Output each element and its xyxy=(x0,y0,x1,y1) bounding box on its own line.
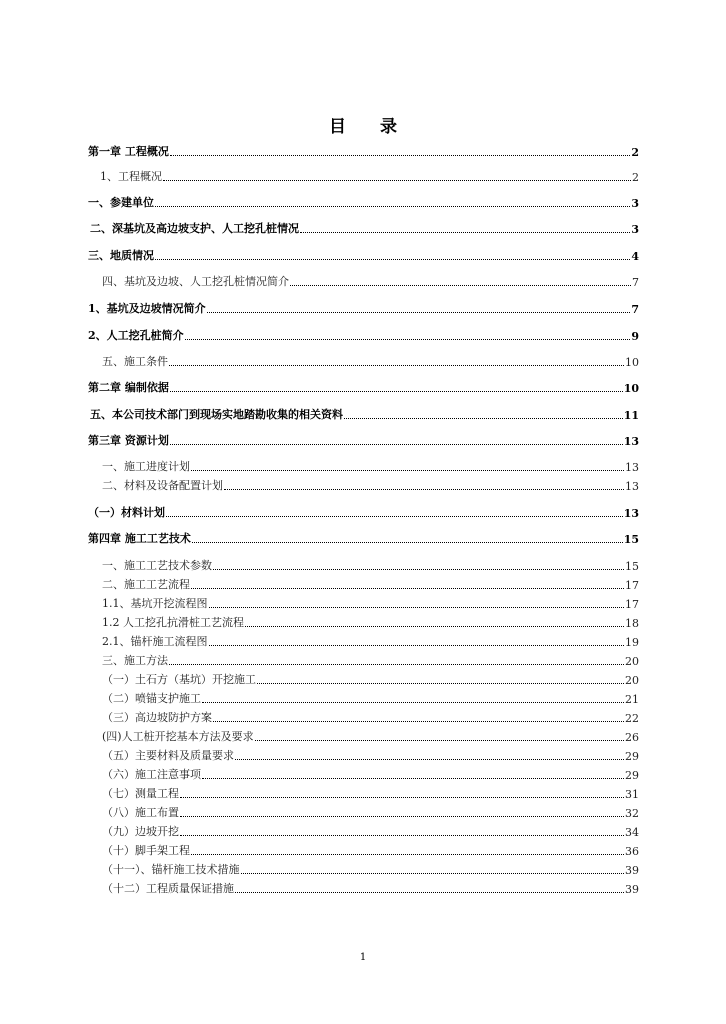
toc-entry-page: 7 xyxy=(632,276,639,289)
toc-entry-label: 三、施工方法 xyxy=(102,654,168,667)
toc-entry-page: 4 xyxy=(631,250,639,263)
toc-entry-label: （六）施工注意事项 xyxy=(102,768,201,781)
dot-leader xyxy=(300,232,630,233)
toc-entry[interactable] xyxy=(0,245,726,263)
dot-leader xyxy=(235,759,624,760)
dot-leader xyxy=(245,626,624,627)
toc-entry-label: 1、工程概况 xyxy=(100,170,162,183)
toc-entry[interactable] xyxy=(0,502,726,520)
dot-leader xyxy=(170,444,623,445)
dot-leader xyxy=(224,489,624,490)
toc-entry-page: 22 xyxy=(625,712,639,725)
toc-entry[interactable] xyxy=(0,707,726,725)
toc-entry-label: 1、基坑及边坡情况简介 xyxy=(88,302,206,315)
toc-entry-page: 29 xyxy=(625,769,639,782)
dot-leader xyxy=(255,740,624,741)
toc-entry-label: 1.2 人工挖孔抗滑桩工艺流程 xyxy=(102,616,244,629)
toc-entry-label: 二、深基坑及高边坡支护、人工挖孔桩情况 xyxy=(90,222,299,235)
toc-entry[interactable] xyxy=(0,377,726,395)
toc-entry[interactable] xyxy=(0,430,726,448)
dot-leader xyxy=(213,721,624,722)
toc-entry-page: 39 xyxy=(625,883,639,896)
toc-entry-page: 34 xyxy=(625,826,639,839)
toc-entry-page: 15 xyxy=(625,560,639,573)
toc-entry-page: 3 xyxy=(631,223,639,236)
toc-entry-label: 2、人工挖孔桩简介 xyxy=(88,329,184,342)
toc-entry[interactable] xyxy=(0,404,726,422)
dot-leader xyxy=(290,285,631,286)
toc-entry-page: 11 xyxy=(623,409,639,422)
toc-entry-label: （一）土石方（基坑）开挖施工 xyxy=(102,673,256,686)
toc-entry-label: （十一）、锚杆施工技术措施 xyxy=(102,863,240,876)
toc-entry[interactable] xyxy=(0,166,726,184)
toc-entry-page: 21 xyxy=(625,693,639,706)
toc-entry-label: （十）脚手架工程 xyxy=(102,844,190,857)
toc-entry-page: 15 xyxy=(623,533,639,546)
dot-leader xyxy=(166,516,623,517)
toc-entry-page: 7 xyxy=(631,303,639,316)
dot-leader xyxy=(169,664,624,665)
toc-entry-label: (四)人工桩开挖基本方法及要求 xyxy=(102,730,254,743)
dot-leader xyxy=(213,569,624,570)
toc-entry-label: 四、基坑及边坡、人工挖孔桩情况简介 xyxy=(102,275,289,288)
dot-leader xyxy=(257,683,624,684)
toc-entry-page: 26 xyxy=(625,731,639,744)
toc-entry-label: 三、地质情况 xyxy=(88,249,154,262)
toc-entry-label: （五）主要材料及质量要求 xyxy=(102,749,234,762)
dot-leader xyxy=(209,607,625,608)
dot-leader xyxy=(202,778,624,779)
toc-entry-page: 20 xyxy=(625,674,639,687)
toc-entry-page: 32 xyxy=(625,807,639,820)
toc-entry[interactable] xyxy=(0,612,726,630)
toc-entry-page: 2 xyxy=(631,146,639,159)
toc-entry[interactable] xyxy=(0,878,726,896)
toc-entry-page: 18 xyxy=(625,617,639,630)
toc-entry-page: 10 xyxy=(623,382,639,395)
toc-entry-label: 一、参建单位 xyxy=(88,196,154,209)
toc-entry[interactable] xyxy=(0,298,726,316)
toc-entry-label: 第三章 资源计划 xyxy=(88,434,169,447)
dot-leader xyxy=(180,835,624,836)
dot-leader xyxy=(155,259,630,260)
dot-leader xyxy=(163,180,631,181)
toc-entry-page: 17 xyxy=(625,598,639,611)
dot-leader xyxy=(185,339,631,340)
toc-entry[interactable] xyxy=(0,351,726,369)
toc-entry-label: 五、本公司技术部门到现场实地踏勘收集的相关资料 xyxy=(90,408,343,421)
toc-entry-label: 二、材料及设备配置计划 xyxy=(102,479,223,492)
toc-entry-page: 3 xyxy=(631,197,639,210)
toc-entry[interactable] xyxy=(0,192,726,210)
dot-leader xyxy=(207,312,631,313)
dot-leader xyxy=(192,542,623,543)
toc-entry-label: 2.1、锚杆施工流程图 xyxy=(102,635,208,648)
toc-entry-label: 第四章 施工工艺技术 xyxy=(88,532,191,545)
toc-entry[interactable] xyxy=(0,528,726,546)
toc-entry-page: 10 xyxy=(625,356,639,369)
toc-entry-page: 13 xyxy=(625,480,639,493)
toc-entry[interactable] xyxy=(0,631,726,649)
toc-entry-page: 13 xyxy=(623,507,639,520)
toc-entry-page: 17 xyxy=(625,579,639,592)
toc-entry[interactable] xyxy=(0,141,726,159)
toc-entry-label: 一、施工工艺技术参数 xyxy=(102,559,212,572)
toc-entry-label: （九）边坡开挖 xyxy=(102,825,179,838)
toc-entry-page: 29 xyxy=(625,750,639,763)
toc-entry-label: 五、施工条件 xyxy=(102,355,168,368)
toc-entry-label: 一、施工进度计划 xyxy=(102,460,190,473)
toc-entry[interactable] xyxy=(0,688,726,706)
dot-leader xyxy=(344,418,623,419)
toc-entry[interactable] xyxy=(0,802,726,820)
dot-leader xyxy=(191,854,624,855)
toc-entry[interactable] xyxy=(0,574,726,592)
dot-leader xyxy=(169,365,624,366)
toc-entry-page: 31 xyxy=(625,788,639,801)
dot-leader xyxy=(180,797,624,798)
dot-leader xyxy=(235,892,624,893)
toc-entry-label: （二）喷锚支护施工 xyxy=(102,692,201,705)
dot-leader xyxy=(170,391,623,392)
toc-entry[interactable] xyxy=(0,669,726,687)
toc-entry-page: 2 xyxy=(632,171,639,184)
toc-entry-label: （八）施工布置 xyxy=(102,806,179,819)
toc-entry-page: 13 xyxy=(625,461,639,474)
dot-leader xyxy=(155,206,630,207)
toc-entry[interactable] xyxy=(0,821,726,839)
toc-entry[interactable] xyxy=(0,218,726,236)
toc-entry-label: 1.1、基坑开挖流程图 xyxy=(102,597,208,610)
toc-entry-page: 13 xyxy=(623,435,639,448)
toc-entry[interactable] xyxy=(0,859,726,877)
toc-entry[interactable] xyxy=(0,840,726,858)
dot-leader xyxy=(191,470,624,471)
toc-entry[interactable] xyxy=(0,726,726,744)
toc-entry[interactable] xyxy=(0,271,726,289)
toc-entry-page: 20 xyxy=(625,655,639,668)
toc-entry-page: 36 xyxy=(625,845,639,858)
toc-entry[interactable] xyxy=(0,475,726,493)
toc-entry[interactable] xyxy=(0,593,726,611)
toc-entry-label: （十二）工程质量保证措施 xyxy=(102,882,234,895)
dot-leader xyxy=(191,588,624,589)
toc-entry-page: 39 xyxy=(625,864,639,877)
dot-leader xyxy=(241,873,625,874)
toc-entry-label: （三）高边坡防护方案 xyxy=(102,711,212,724)
toc-entry-label: 第二章 编制依据 xyxy=(88,381,169,394)
toc-entry[interactable] xyxy=(0,745,726,763)
dot-leader xyxy=(202,702,624,703)
toc-entry[interactable] xyxy=(0,764,726,782)
dot-leader xyxy=(170,155,631,156)
dot-leader xyxy=(180,816,624,817)
toc-entry[interactable] xyxy=(0,325,726,343)
dot-leader xyxy=(209,645,625,646)
toc-entry-label: 二、施工工艺流程 xyxy=(102,578,190,591)
toc-entry[interactable] xyxy=(0,555,726,573)
page-number: 1 xyxy=(359,952,367,963)
toc-entry[interactable] xyxy=(0,783,726,801)
toc-entry-page: 19 xyxy=(625,636,639,649)
toc-entry-label: （一）材料计划 xyxy=(88,506,165,519)
toc-entry-label: （七）测量工程 xyxy=(102,787,179,800)
toc-title: 目 录 xyxy=(329,117,411,137)
toc-entry[interactable] xyxy=(0,650,726,668)
toc-entry[interactable] xyxy=(0,456,726,474)
toc-entry-page: 9 xyxy=(631,330,639,343)
toc-entry-label: 第一章 工程概况 xyxy=(88,145,169,158)
